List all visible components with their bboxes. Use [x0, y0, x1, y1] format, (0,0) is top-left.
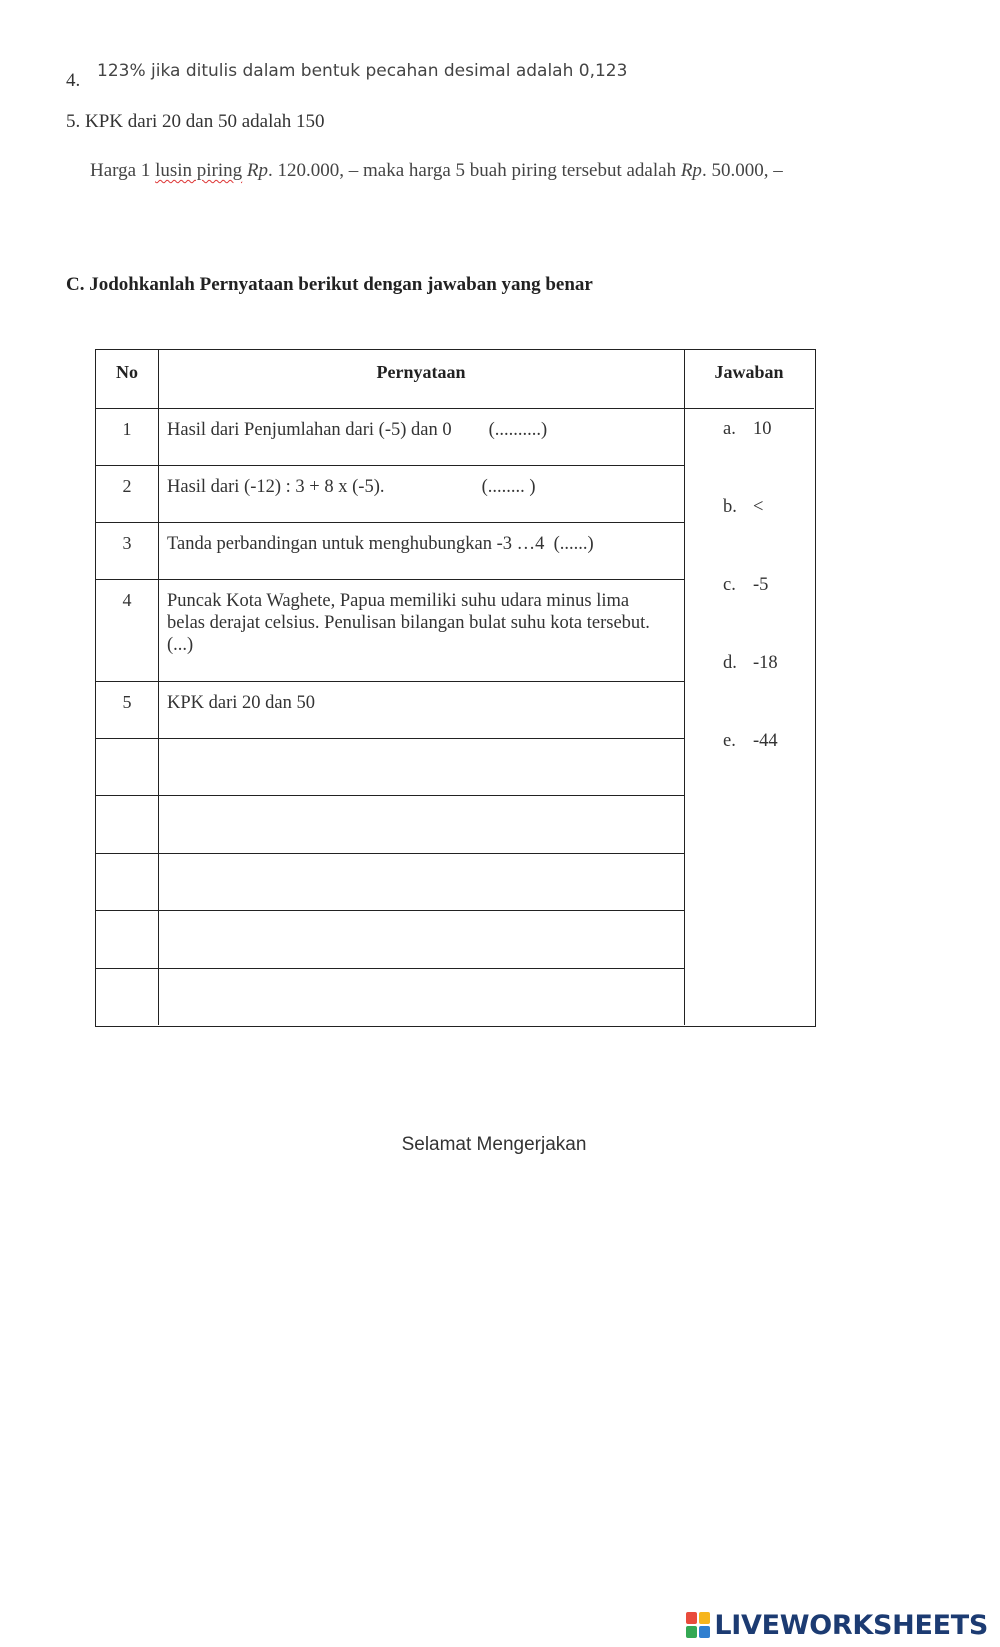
row-4-no: 4 — [122, 590, 132, 610]
row-1-no: 1 — [122, 419, 132, 439]
statement-6-part2: . 120.000, – maka harga 5 buah piring tersebut adalah — [268, 160, 681, 181]
answer-b — [723, 497, 763, 518]
column-divider-no — [158, 350, 159, 1025]
row-3-statement: Tanda perbandingan untuk menghubungkan -3 …4 (......) — [167, 534, 594, 554]
row-divider — [96, 465, 684, 466]
logo-square-green — [686, 1626, 697, 1638]
row-divider — [96, 795, 684, 796]
answer-c-letter: c. — [723, 575, 736, 595]
row-divider — [96, 579, 684, 580]
header-statement: Pernyataan — [376, 362, 466, 382]
answer-b-value: < — [753, 497, 764, 517]
row-divider — [96, 853, 684, 854]
row-3-no: 3 — [122, 533, 132, 553]
liveworksheets-logo-icon — [686, 1612, 710, 1638]
row-divider — [96, 968, 684, 969]
row-5-no: 5 — [122, 692, 132, 712]
answer-c — [723, 575, 768, 596]
statement-4-text: 123% jika ditulis dalam bentuk pecahan desimal adalah 0,123 — [97, 61, 628, 81]
statement-5-text: 5. KPK dari 20 dan 50 adalah 150 — [66, 111, 325, 132]
answer-c-value: -5 — [753, 575, 769, 595]
statement-6-squiggle-word: lusin piring — [155, 160, 243, 181]
row-divider — [96, 910, 684, 911]
statement-6-rp2: Rp — [680, 160, 702, 181]
logo-square-blue — [699, 1626, 710, 1638]
header-no: No — [116, 362, 138, 382]
row-divider — [96, 738, 684, 739]
answer-d-letter: d. — [723, 653, 737, 673]
answer-d-value: -18 — [753, 653, 778, 673]
answer-e-value: -44 — [753, 731, 778, 751]
answer-a-value: 10 — [753, 419, 772, 439]
answer-e — [723, 731, 778, 752]
section-c-title: C. Jodohkanlah Pernyataan berikut dengan jawaban yang benar — [66, 274, 593, 295]
matching-table — [95, 349, 816, 1027]
liveworksheets-logo-text: LIVEWORKSHEETS — [714, 1609, 988, 1641]
header-answer: Jawaban — [714, 362, 784, 382]
row-4-statement: Puncak Kota Waghete, Papua memiliki suhu udara minus lima belas derajat celsius. Penulisan bilangan bulat suhu kota tersebut. (...) — [167, 591, 664, 655]
statement-6-part3: . 50.000, – — [701, 160, 783, 181]
logo-square-red — [686, 1612, 697, 1624]
row-5-statement: KPK dari 20 dan 50 — [167, 693, 315, 713]
closing-text: Selamat Mengerjakan — [401, 1134, 587, 1155]
header-divider — [96, 408, 814, 409]
logo-square-yellow — [699, 1612, 710, 1624]
row-2-statement: Hasil dari (-12) : 3 + 8 x (-5). (........ ) — [167, 477, 536, 497]
answer-a-letter: a. — [723, 419, 736, 439]
statement-6-text — [90, 160, 783, 182]
row-1-statement: Hasil dari Penjumlahan dari (-5) dan 0 (..........) — [167, 420, 548, 440]
statement-6-part1: Harga 1 — [90, 160, 156, 181]
answer-d — [723, 653, 778, 674]
answer-e-letter: e. — [723, 731, 736, 751]
statement-4-number: 4. — [66, 70, 81, 91]
row-2-no: 2 — [122, 476, 132, 496]
column-divider-answer — [684, 350, 685, 1025]
row-divider — [96, 522, 684, 523]
liveworksheets-logo — [686, 1608, 988, 1642]
answer-b-letter: b. — [723, 497, 737, 517]
answer-a — [723, 419, 772, 440]
row-divider — [96, 681, 684, 682]
statement-6-rp1: Rp — [246, 160, 269, 181]
